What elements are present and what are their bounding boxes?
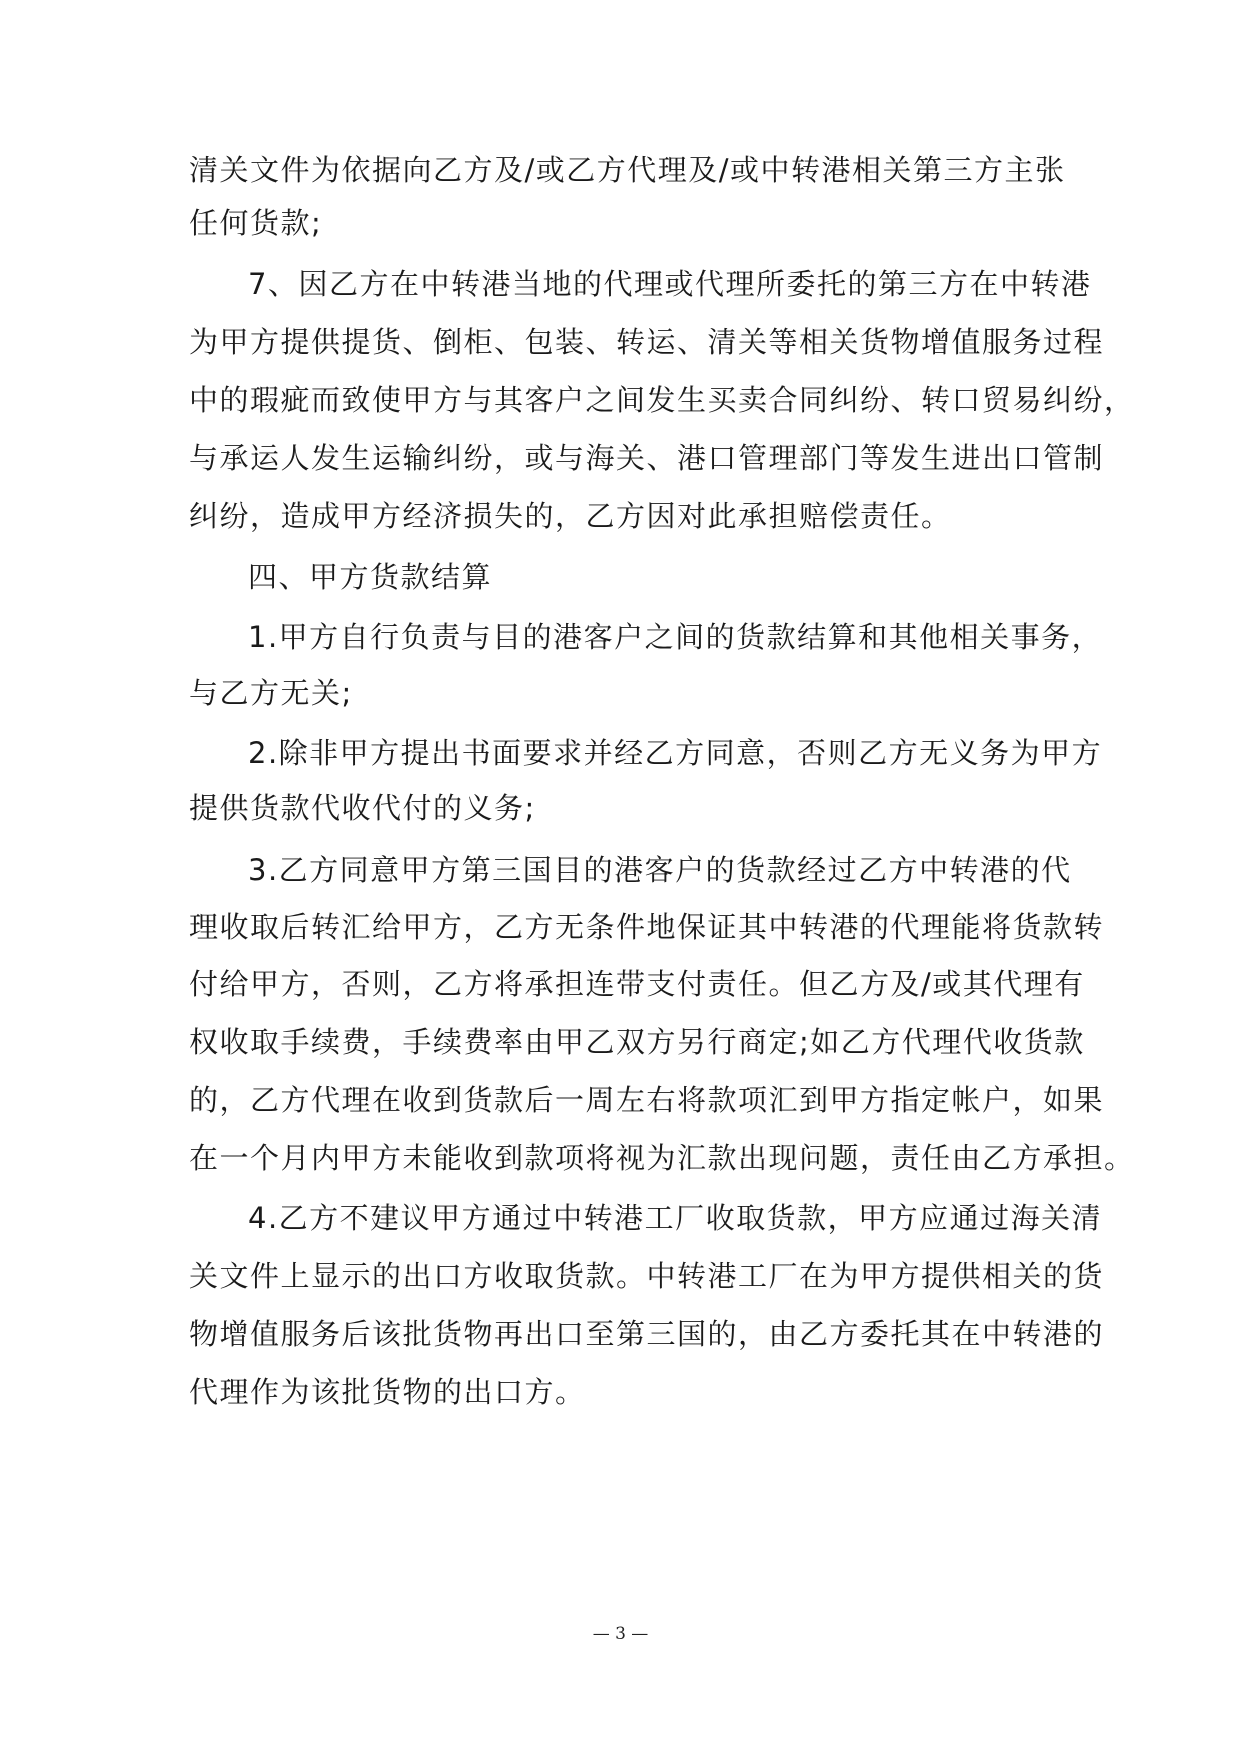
text-line: 提供货款代收代付的义务; [189, 791, 536, 825]
text-line: 与乙方无关; [189, 676, 353, 710]
text-line: 中的瑕疵而致使甲方与其客户之间发生买卖合同纠纷、转口贸易纠纷， [189, 383, 1135, 417]
paragraph-2-line: 2.除非甲方提出书面要求并经乙方同意，否则乙方无义务为甲方 [248, 736, 1103, 770]
paragraph-4-line: 4.乙方不建议甲方通过中转港工厂收取货款，甲方应通过海关清 [248, 1201, 1103, 1235]
text-line: 在一个月内甲方未能收到款项将视为汇款出现问题，责任由乙方承担。 [189, 1141, 1135, 1175]
text-line: 为甲方提供提货、倒柜、包装、转运、清关等相关货物增值服务过程 [189, 325, 1105, 359]
text-line: 任何货款; [189, 206, 323, 240]
text-line: 付给甲方，否则，乙方将承担连带支付责任。但乙方及/或其代理有 [189, 967, 1085, 1001]
text-line: 与承运人发生运输纠纷，或与海关、港口管理部门等发生进出口管制 [189, 441, 1105, 475]
paragraph-3-line: 3.乙方同意甲方第三国目的港客户的货款经过乙方中转港的代 [248, 853, 1072, 887]
text-line: 代理作为该批货物的出口方。 [189, 1375, 586, 1409]
text-line: 理收取后转汇给甲方，乙方无条件地保证其中转港的代理能将货款转 [189, 910, 1105, 944]
page-number: — 3 — [592, 1624, 649, 1644]
paragraph-1-line: 1.甲方自行负责与目的港客户之间的货款结算和其他相关事务， [248, 620, 1103, 654]
text-line: 清关文件为依据向乙方及/或乙方代理及/或中转港相关第三方主张 [189, 153, 1066, 187]
text-line: 权收取手续费，手续费率由甲乙双方另行商定;如乙方代理代收货款 [189, 1025, 1085, 1059]
text-line: 纠纷，造成甲方经济损失的，乙方因对此承担赔偿责任。 [189, 499, 952, 533]
text-line: 的，乙方代理在收到货款后一周左右将款项汇到甲方指定帐户，如果 [189, 1083, 1105, 1117]
text-line: 物增值服务后该批货物再出口至第三国的，由乙方委托其在中转港的 [189, 1317, 1105, 1351]
paragraph-7-line: 7、因乙方在中转港当地的代理或代理所委托的第三方在中转港 [248, 267, 1092, 301]
text-line: 关文件上显示的出口方收取货款。中转港工厂在为甲方提供相关的货 [189, 1259, 1105, 1293]
section-heading: 四、甲方货款结算 [248, 560, 493, 594]
